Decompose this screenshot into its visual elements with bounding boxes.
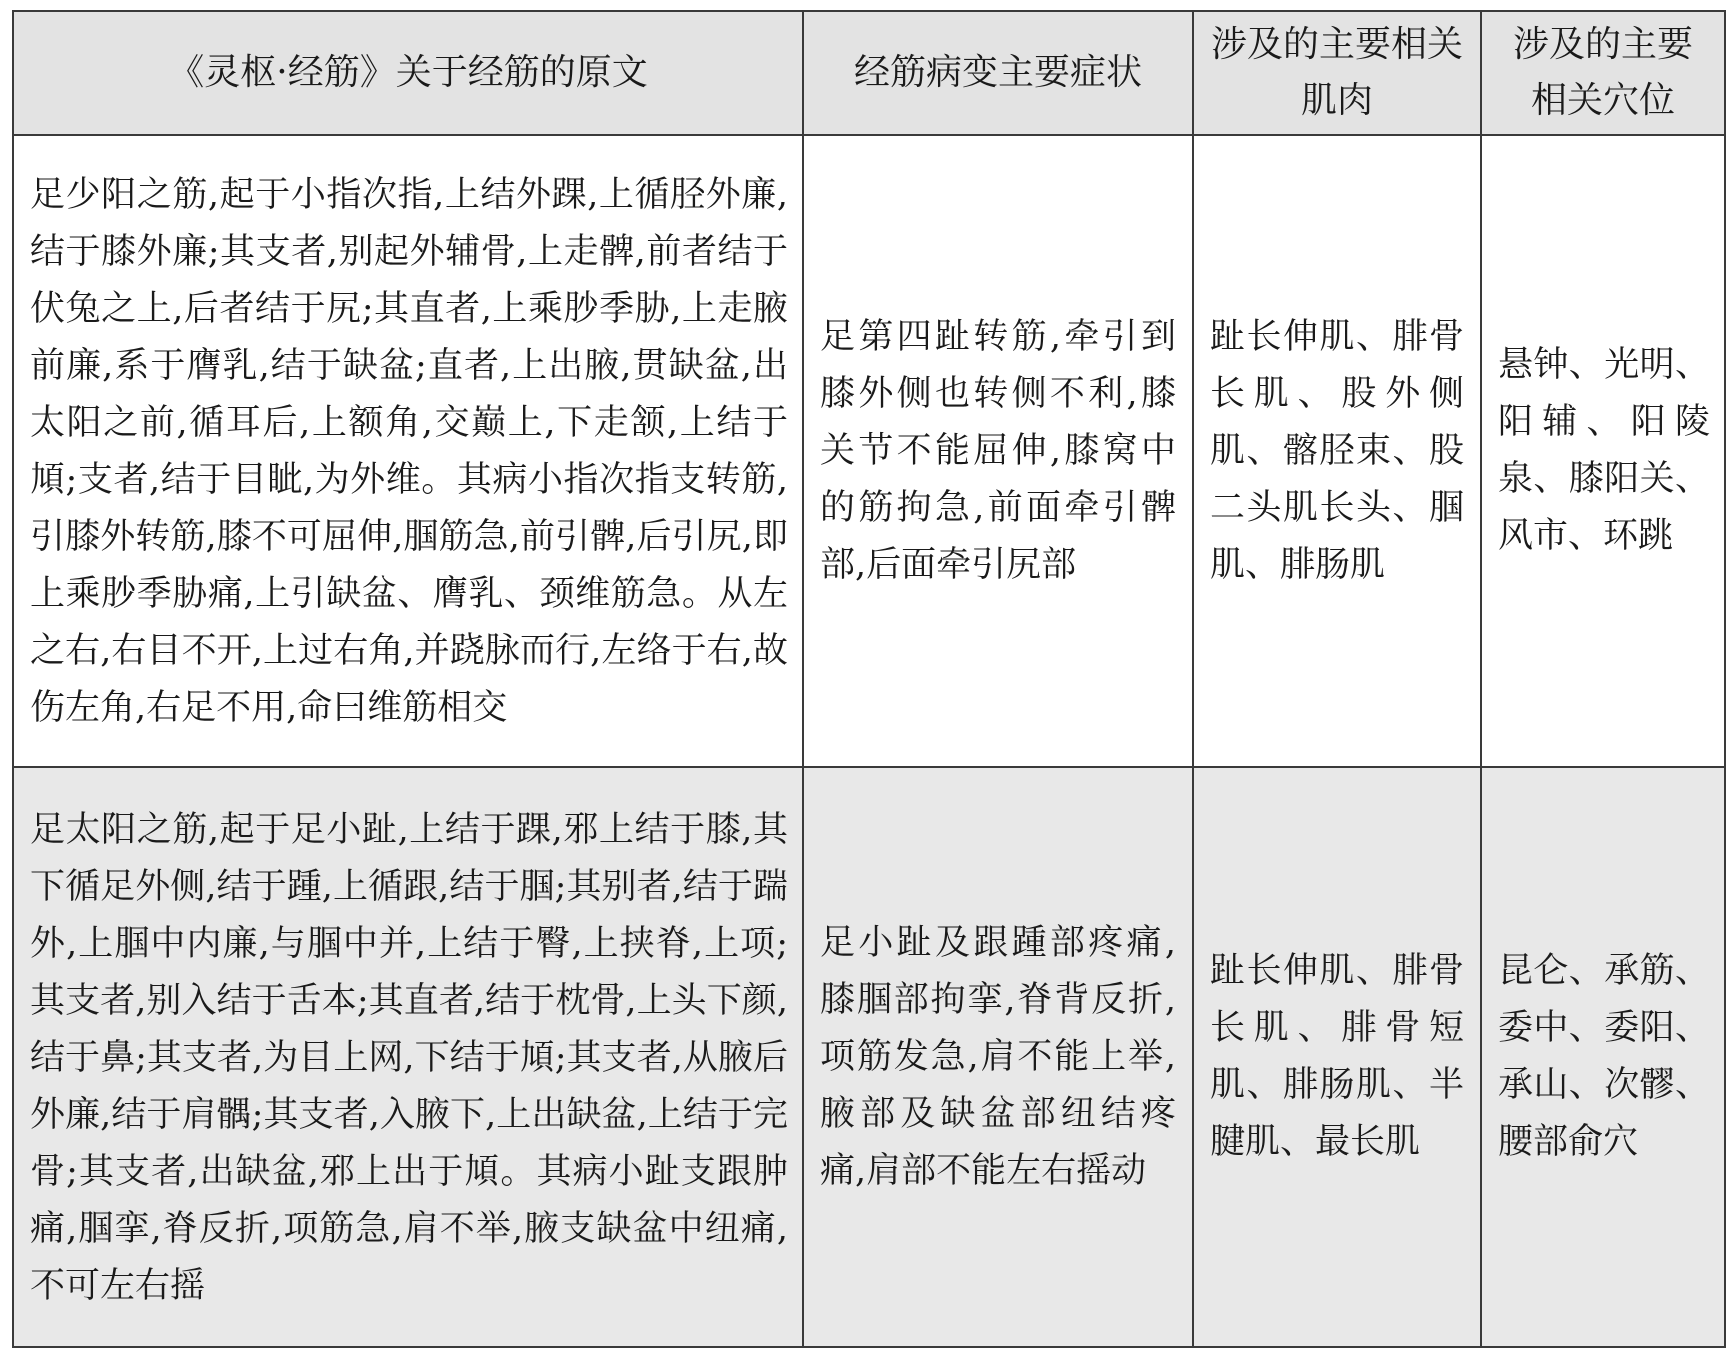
cell-original-text: 足少阳之筋,起于小指次指,上结外踝,上循胫外廉,结于膝外廉;其支者,别起外辅骨,上走髀,前者结于伏兔之上,后者结于尻;其直者,上乘䏚季胁,上走腋前廉,系于膺乳,结于缺盆;直者,上出腋,贯缺盆,出太阳之前,循耳后,上额角,交巅上,下走颔,上结于頄;支者,结于目眦,为外维。其病小指次指支转筋,引膝外转筋,膝不可屈伸,腘筋急,前引髀,后引尻,即上乘䏚季胁痛,上引缺盆、膺乳、颈维筋急。从左之右,右目不开,上过右角,并跷脉而行,左络于右,故伤左角,右足不用,命曰维筋相交: [13, 135, 803, 767]
cell-symptoms: 足第四趾转筋,牵引到膝外侧也转侧不利,膝关节不能屈伸,膝窝中的筋拘急,前面牵引髀部,后面牵引尻部: [803, 135, 1193, 767]
table-row: [13, 767, 1725, 1347]
cell-original-text: 足太阳之筋,起于足小趾,上结于踝,邪上结于膝,其下循足外侧,结于踵,上循跟,结于腘;其别者,结于踹外,上腘中内廉,与腘中并,上结于臀,上挟脊,上项;其支者,别入结于舌本;其直者,结于枕骨,上头下颜,结于鼻;其支者,为目上网,下结于頄;其支者,从腋后外廉,结于肩髃;其支者,入腋下,上出缺盆,上结于完骨;其支者,出缺盆,邪上出于頄。其病小趾支跟肿痛,腘挛,脊反折,项筋急,肩不举,腋支缺盆中纽痛,不可左右摇: [13, 767, 803, 1347]
header-symptoms: 经筋病变主要症状: [803, 11, 1193, 135]
header-muscles: 涉及的主要相关肌肉: [1193, 11, 1481, 135]
table-header-row: [13, 11, 1725, 135]
header-acupoints: 涉及的主要相关穴位: [1481, 11, 1725, 135]
table-container: [12, 10, 1724, 1348]
cell-acupoints: 悬钟、光明、阳辅、阳陵泉、膝阳关、风市、环跳: [1481, 135, 1725, 767]
table-row: [13, 135, 1725, 767]
cell-acupoints: 昆仑、承筋、委中、委阳、承山、次髎、腰部俞穴: [1481, 767, 1725, 1347]
cell-muscles: 趾长伸肌、腓骨长肌、腓骨短肌、腓肠肌、半腱肌、最长肌: [1193, 767, 1481, 1347]
cell-symptoms: 足小趾及跟踵部疼痛,膝腘部拘挛,脊背反折,项筋发急,肩不能上举,腋部及缺盆部纽结疼痛,肩部不能左右摇动: [803, 767, 1193, 1347]
cell-muscles: 趾长伸肌、腓骨长肌、股外侧肌、髂胫束、股二头肌长头、腘肌、腓肠肌: [1193, 135, 1481, 767]
meridian-sinew-table: [12, 10, 1726, 1348]
header-original-text: 《灵枢·经筋》关于经筋的原文: [13, 11, 803, 135]
